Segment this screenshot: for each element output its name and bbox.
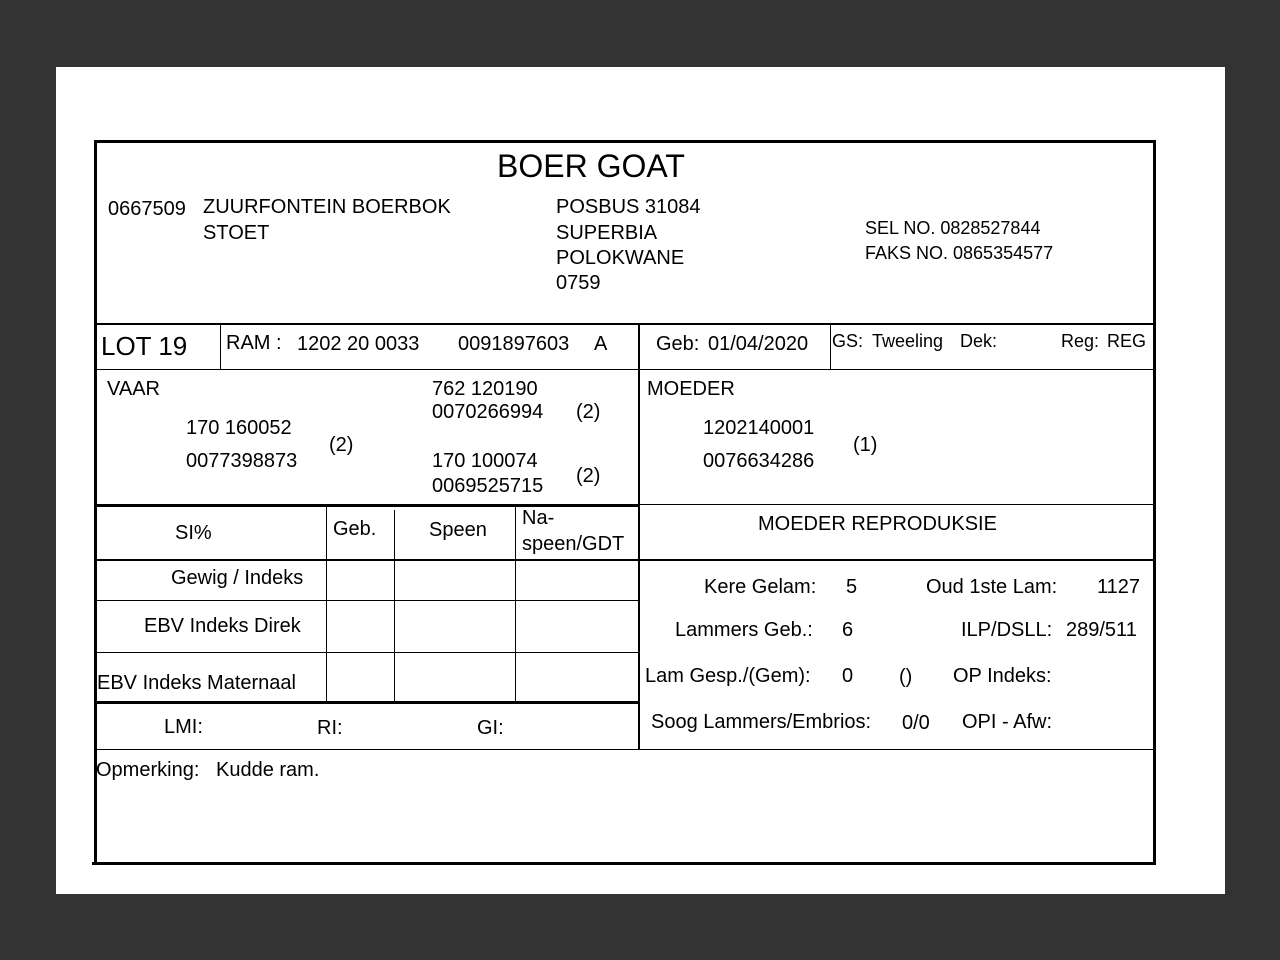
dam-rank: (1): [853, 434, 878, 456]
lam-gesp-label: Lam Gesp./(Gem):: [645, 665, 811, 687]
moeder-label: MOEDER: [647, 378, 735, 400]
row-ebv-maternaal: EBV Indeks Maternaal: [97, 672, 296, 694]
ram-grade: A: [594, 333, 608, 355]
lam-gesp-value: 0: [842, 665, 854, 687]
row-gewig-indeks: Gewig / Indeks: [171, 567, 304, 589]
address-line1: POSBUS 31084: [556, 196, 701, 218]
sire-sire-rank: (2): [576, 401, 601, 423]
remarks-value: Kudde ram.: [216, 759, 320, 781]
lot-label: LOT 19: [101, 331, 188, 361]
cell-number: SEL NO. 0828527844: [865, 218, 1041, 238]
lammers-geb-value: 6: [842, 619, 854, 641]
breeder-name-line2: STOET: [203, 222, 270, 244]
rule-header: [94, 323, 1155, 325]
soog-lammers-value: 0/0: [902, 712, 930, 734]
gs-value: Tweeling: [872, 331, 944, 351]
breeder-code: 0667509: [108, 198, 186, 220]
vaar-label: VAAR: [107, 378, 160, 400]
sire-rank: (2): [329, 434, 354, 456]
address-postcode: 0759: [556, 272, 601, 294]
rule-col-naspeen: [515, 506, 516, 703]
lam-gesp-gem: (): [899, 666, 913, 688]
ram-id: 0091897603: [458, 333, 570, 355]
fax-number: FAKS NO. 0865354577: [865, 243, 1054, 263]
sire-dam-id: 0069525715: [432, 475, 544, 497]
sire-sire-id: 0070266994: [432, 401, 544, 423]
col-naspeen-header-line2: speen/GDT: [522, 533, 625, 555]
reg-value: REG: [1107, 331, 1147, 351]
ram-label: RAM :: [226, 332, 282, 354]
ilp-dsll-label: ILP/DSLL:: [961, 619, 1053, 641]
sire-sire-number: 762 120190: [432, 378, 538, 400]
rule-col-geb: [326, 506, 327, 703]
kere-gelam-label: Kere Gelam:: [704, 576, 817, 598]
reg-label: Reg:: [1061, 331, 1100, 351]
geb-label: Geb:: [656, 333, 700, 355]
ri-label: RI:: [317, 717, 343, 739]
col-speen-header: Speen: [429, 519, 487, 541]
rule-table-bottom: [94, 701, 640, 704]
kere-gelam-value: 5: [846, 576, 858, 598]
dam-number: 1202140001: [703, 417, 815, 439]
breeder-name: ZUURFONTEIN BOERBOK: [203, 196, 451, 218]
col-naspeen-header: Na-: [522, 507, 555, 529]
rule-table-row2: [94, 652, 639, 653]
rule-remarks: [94, 749, 1155, 750]
rule-table-row1: [94, 600, 639, 601]
sire-id: 0077398873: [186, 450, 298, 472]
dek-label: Dek:: [960, 331, 998, 351]
sire-dam-number: 170 100074: [432, 450, 538, 472]
address-line3: POLOKWANE: [556, 247, 685, 269]
reproduction-title: MOEDER REPRODUKSIE: [758, 513, 997, 535]
rule-col-speen: [394, 510, 395, 703]
rule-center: [638, 324, 640, 750]
remarks-label: Opmerking:: [96, 759, 200, 781]
soog-lammers-label: Soog Lammers/Embrios:: [651, 711, 872, 733]
frame-top: [94, 140, 1156, 143]
sire-number: 170 160052: [186, 417, 292, 439]
si-label: SI%: [175, 522, 212, 544]
lmi-label: LMI:: [164, 716, 203, 738]
col-geb-header: Geb.: [333, 518, 377, 540]
frame-bottom: [92, 862, 1156, 865]
frame-left: [94, 140, 97, 865]
oud-1ste-lam-label: Oud 1ste Lam:: [926, 576, 1058, 598]
ilp-dsll-value: 289/511: [1066, 619, 1137, 641]
card-title: BOER GOAT: [497, 148, 685, 184]
dam-id: 0076634286: [703, 450, 815, 472]
rule-pedigree-left: [94, 504, 640, 507]
rule-geb-divider: [830, 324, 831, 370]
ram-number: 1202 20 0033: [297, 333, 420, 355]
sire-dam-rank: (2): [576, 465, 601, 487]
frame-right: [1153, 140, 1156, 865]
oud-1ste-lam-value: 1127: [1097, 576, 1141, 598]
rule-table-header: [94, 559, 1155, 561]
lammers-geb-label: Lammers Geb.:: [675, 619, 813, 641]
address-line2: SUPERBIA: [556, 222, 658, 244]
rule-lot-divider: [220, 324, 221, 370]
gs-label: GS:: [832, 331, 864, 351]
gi-label: GI:: [477, 717, 504, 739]
geb-value: 01/04/2020: [708, 333, 809, 355]
row-ebv-direk: EBV Indeks Direk: [144, 615, 301, 637]
opi-afw-label: OPI - Afw:: [962, 711, 1053, 733]
rule-lot: [94, 369, 1155, 370]
rule-pedigree-right: [639, 504, 1155, 505]
op-indeks-label: OP Indeks:: [953, 665, 1052, 687]
